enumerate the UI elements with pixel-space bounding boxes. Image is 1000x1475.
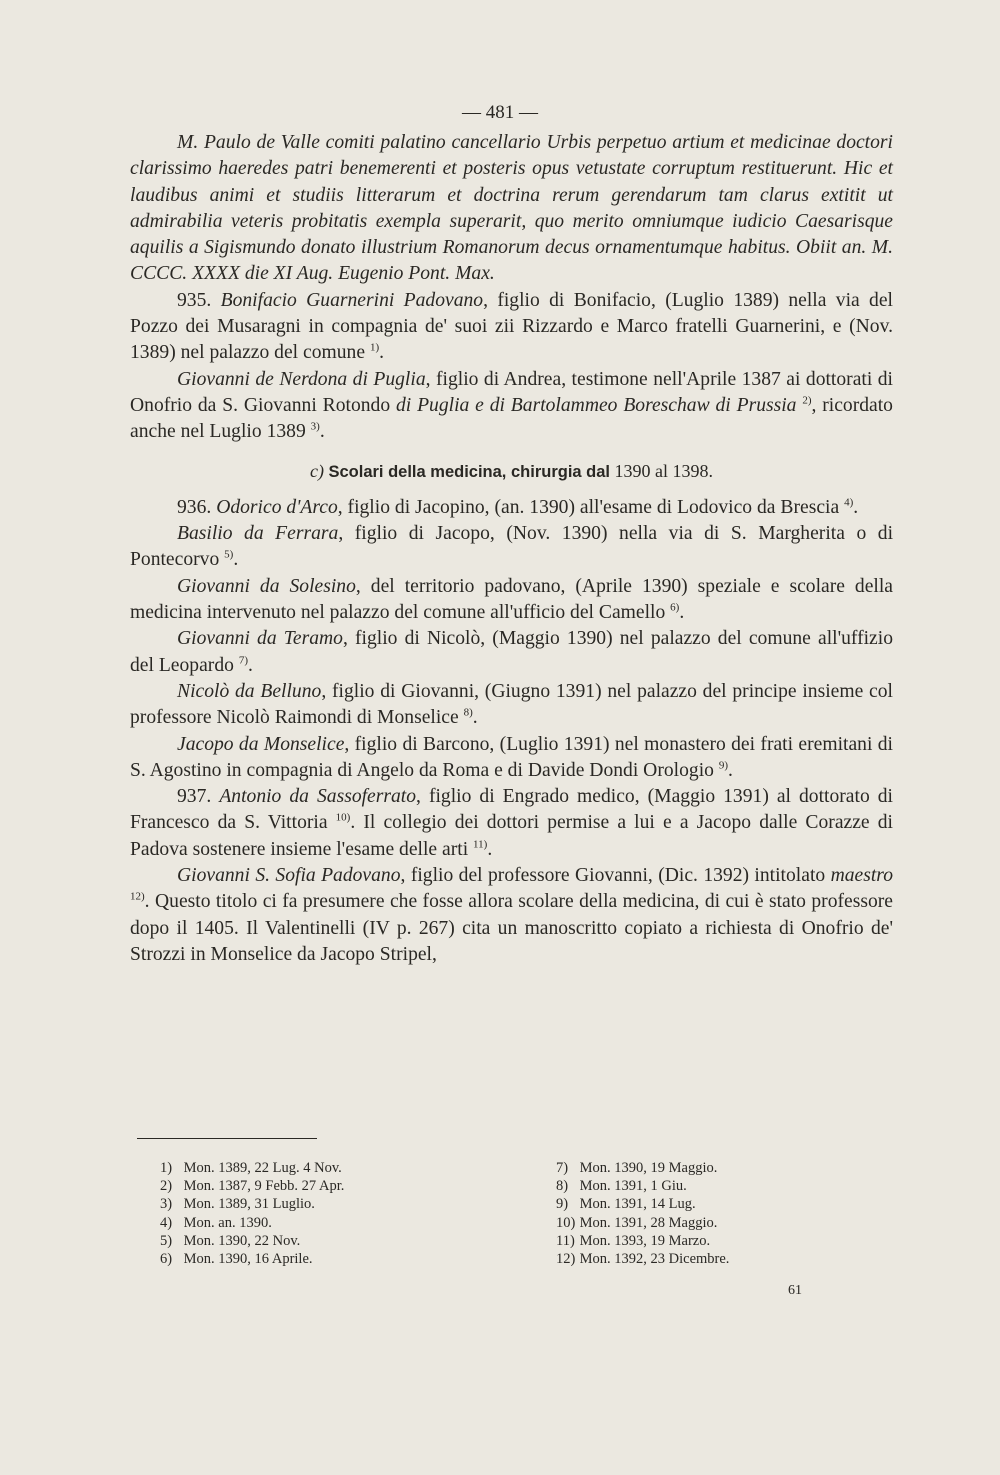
footnote-number: 5) [160, 1232, 173, 1249]
footnote-text: Mon. 1392, 23 Dicembre. [576, 1251, 730, 1268]
text-run: , figlio del professore Giovanni, (Dic. 1392) intitolato [400, 865, 831, 887]
italic-text: Nicolò da Belluno [177, 680, 322, 702]
section-title: Scolari della medicina, chirurgia dal [328, 462, 610, 481]
footnote-paren: ) [375, 341, 380, 354]
footnote-reference: 6 [670, 601, 676, 614]
footnote-text: Mon. 1390, 19 Maggio. [576, 1160, 718, 1176]
footnote-ref-wrapper [473, 839, 487, 860]
footnote-number: 3) [160, 1196, 173, 1213]
footnote-paren: ) [807, 394, 812, 407]
footnote-paren: ) [244, 654, 248, 667]
text-run: . [728, 759, 733, 781]
italic-text: Jacopo da Monselice [177, 733, 345, 755]
text-run: . [472, 707, 478, 729]
text-run: . Il collegio dei dottori permise a lui e a Jacopo dalle Corazze di Padova sostenere insieme l'esame delle arti [130, 812, 893, 860]
footnote-text: Mon. 1390, 22 Nov. [180, 1232, 301, 1249]
text-run: , figlio di Bonifacio, (Luglio 1389) nella via del Pozzo dei Musaragni in compagnia de' suoi zii Rizzardo e Marco fratelli Guarnerini, e (Nov. 1389) nel palazzo del comune [130, 289, 893, 364]
footnote [556, 1159, 876, 1177]
footnote-rule [137, 1138, 317, 1139]
footnote-number: 9) [556, 1196, 569, 1213]
footnote-text: Mon. an. 1390. [180, 1214, 272, 1231]
text-run: , figlio di Jacopino, (an. 1390) all'esame di Lodovico da Brescia [337, 496, 845, 518]
footnote [160, 1250, 480, 1268]
footnote-paren: ) [469, 706, 473, 719]
footnote-ref-wrapper [802, 395, 811, 416]
footnote-ref-wrapper [336, 812, 351, 833]
footnote-paren: ) [675, 601, 680, 614]
signature-mark: 61 [788, 1283, 802, 1298]
footnote-number: 10) [556, 1214, 576, 1231]
footnote-number: 8) [556, 1178, 569, 1195]
footnote-text: Mon. 1391, 1 Giu. [576, 1178, 687, 1195]
section-letter: c) [310, 460, 324, 481]
text-run: . [379, 342, 385, 364]
footnote-reference: 2 [802, 394, 808, 407]
footnotes-right-column [556, 1159, 876, 1268]
italic-text: Giovanni S. Sofia Padovano [177, 865, 401, 887]
italic-text: Giovanni de Nerdona di Puglia [177, 368, 426, 390]
footnote [160, 1214, 480, 1232]
footnote-number: 7) [556, 1160, 569, 1176]
paragraph [130, 863, 893, 968]
paragraph [130, 521, 893, 574]
italic-text: maestro [830, 865, 893, 887]
text-run: , figlio di Andrea, testimone nell'Aprile 1387 ai dottorati di Onofrio da S. Giovanni Rotondo [130, 368, 893, 416]
footnote-reference: 7 [238, 654, 245, 667]
paragraph [130, 574, 893, 627]
text-run: , del territorio padovano, (Aprile 1390) speziale e scolare della medicina intervenuto nel palazzo del comune all'ufficio del Camello [130, 575, 894, 624]
footnote-number: 2) [160, 1178, 173, 1195]
paragraph [130, 367, 893, 446]
italic-text: Basilio da Ferrara [177, 523, 339, 545]
footnote-text: Mon. 1390, 16 Aprile. [180, 1251, 313, 1268]
footnote-paren: ) [346, 811, 351, 824]
text-run: , figlio di Barcono, (Luglio 1391) nel monastero dei frati eremitani di S. Agostino in compagnia di Angelo da Roma e di Davide Dondi Orologio [130, 733, 893, 781]
footnote-ref-wrapper [719, 760, 728, 781]
footnote-reference: 11 [473, 838, 484, 851]
text-run: , figlio di Engrado medico, (Maggio 1391) al dottorato di Francesco da S. Vittoria [130, 786, 894, 834]
main-text [130, 130, 893, 968]
italic-text: Antonio da Sassoferrato [219, 786, 417, 808]
paragraph [130, 626, 893, 679]
text-run: , figlio di Nicolò, (Maggio 1390) nel palazzo del comune all'uffizio del Leopardo [130, 628, 893, 676]
footnote-number: 11) [556, 1232, 575, 1249]
footnote-number: 12) [556, 1251, 576, 1268]
footnote-paren: ) [316, 420, 320, 433]
footnote-reference: 9 [718, 759, 725, 772]
footnote-text: Mon. 1391, 14 Lug. [576, 1196, 696, 1213]
italic-text: Giovanni da Solesino [177, 575, 356, 597]
footnote-ref-wrapper [670, 602, 679, 623]
footnotes-left-column [160, 1159, 480, 1268]
paragraph [130, 784, 893, 863]
page-number: — 481 — [462, 102, 538, 123]
italic-text: M. Paulo de Valle comiti palatino cancellario Urbis perpetuo artium et medicinae doctori clarissimo haeredes patri benemerenti et posteris opus vetustate corruptum restituerunt. Hic et laudibus animi et studiis litterarum et doctrina rerum gerendarum tam clarus extitit ut admirabilia veteris probitatis exempla superarit, quo merito omniumque iudicio Caesarisque aquilis a Sigismundo donato illustrium Romanorum decus ornamentumque habitus. Obiit an. M. CCCC. XXXX die XI Aug. Eugenio Pont. Max. [130, 132, 893, 285]
footnote [556, 1195, 876, 1213]
italic-text: Bonifacio Guarnerini Padovano [220, 289, 484, 311]
paragraph-group-2 [130, 495, 893, 968]
footnote [160, 1159, 480, 1177]
footnote-ref-wrapper [370, 342, 379, 363]
footnote-reference: 1 [369, 341, 376, 354]
footnote-paren: ) [724, 759, 729, 772]
footnote [160, 1232, 480, 1250]
text-run: 935. [177, 289, 221, 311]
paragraph [130, 495, 893, 521]
footnote-text: Mon. 1389, 22 Lug. 4 Nov. [180, 1160, 342, 1176]
footnote [160, 1177, 480, 1195]
section-years: 1390 al 1398. [610, 460, 713, 481]
footnote-reference: 12 [130, 890, 141, 903]
section-heading [130, 458, 893, 485]
text-run: . Questo titolo ci fa presumere che fosse allora scolare della medicina, di cui è stato professore dopo il 1405. Il Valentinelli (IV p. 267) cita un manoscritto copiato a richiesta di Onofrio de' Strozzi in Monselice da Jacopo Stripel, [130, 891, 893, 965]
footnote-reference: 8 [463, 706, 470, 719]
text-run: . [679, 602, 685, 624]
text-run: . [853, 496, 859, 518]
footnote-reference: 3 [310, 420, 317, 433]
text-run: . [319, 421, 325, 443]
footnote-paren: ) [141, 890, 145, 903]
footnote [160, 1195, 480, 1213]
footnote-ref-wrapper [239, 655, 248, 676]
text-run: . [487, 838, 493, 860]
footnote [556, 1232, 876, 1250]
text-run: 936. [177, 496, 217, 518]
text-run: 937. [177, 786, 220, 808]
footnote-paren: ) [483, 838, 488, 851]
text-run: , figlio di Jacopo, (Nov. 1390) nella via di S. Margherita o di Pontecorvo [130, 523, 894, 571]
footnote-text: Mon. 1389, 31 Luglio. [180, 1196, 315, 1213]
footnote-text: Mon. 1393, 19 Marzo. [576, 1232, 711, 1249]
footnote-ref-wrapper [464, 707, 473, 728]
footnote-text: Mon. 1391, 28 Maggio. [576, 1214, 718, 1231]
footnote-paren: ) [849, 496, 854, 509]
paragraph-group-1 [130, 130, 893, 446]
footnote-paren: ) [229, 548, 234, 561]
footnote-reference: 4 [844, 496, 850, 509]
paragraph [130, 679, 893, 732]
paragraph [130, 732, 893, 785]
footnote-ref-wrapper [844, 497, 853, 518]
italic-text: Giovanni da Teramo [177, 628, 343, 650]
footnote-number: 1) [160, 1160, 173, 1176]
text-run: , figlio di Giovanni, (Giugno 1391) nel palazzo del principe insieme col professore Nicolò Raimondi di Monselice [130, 680, 893, 729]
footnote-number: 6) [160, 1251, 173, 1268]
footnote [556, 1214, 876, 1232]
footnote-reference: 5 [224, 548, 230, 561]
footnote [556, 1177, 876, 1195]
text-run: . [247, 654, 253, 676]
italic-text: Odorico d'Arco [216, 496, 338, 518]
text-run: , ricordato anche nel Luglio 1389 [130, 394, 893, 443]
paragraph [130, 130, 893, 288]
footnote-reference: 10 [335, 811, 347, 824]
footnote [556, 1250, 876, 1268]
footnote-text: Mon. 1387, 9 Febb. 27 Apr. [180, 1178, 345, 1195]
text-run: . [233, 549, 239, 571]
footnote-ref-wrapper [130, 891, 145, 912]
footnote-number: 4) [160, 1214, 173, 1231]
paragraph [130, 288, 893, 367]
footnote-ref-wrapper [311, 421, 320, 442]
footnote-ref-wrapper [224, 549, 233, 570]
italic-text: di Puglia e di Bartolammeo Boreschaw di Prussia [395, 394, 797, 416]
